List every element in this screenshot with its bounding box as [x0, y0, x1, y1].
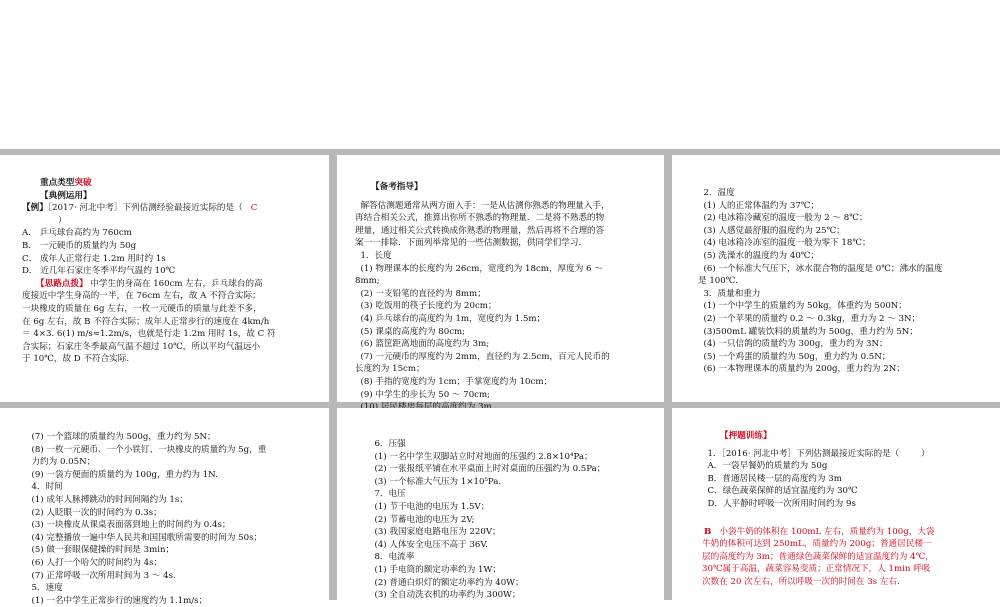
guidance-line: (2) 一支铅笔的直径约为 8mm； — [355, 288, 486, 299]
content-line: 6．压强 — [369, 439, 406, 449]
content-line: (3) 人感觉最舒服的温度约为 25℃； — [698, 225, 845, 236]
content-line: (2) 人眨眼一次的时间约为 0.3s； — [26, 507, 162, 518]
panel-title: 【押题训练】 — [720, 431, 772, 441]
practice-option-b: B．普通居民楼一层的高度约为 3m — [702, 473, 842, 484]
example-question: 【例】［2017· 河北中考］下列估测经验最接近实际的是（ C — [22, 203, 258, 214]
guidance-line: (3) 吃饭用的筷子长度约为 20cm； — [355, 301, 497, 312]
column-divider-2 — [664, 149, 672, 600]
practice-option-a: A．一袋早餐奶的质量约为 50g — [702, 461, 828, 472]
content-line: (4) 人体安全电压不高于 36V. — [369, 539, 488, 550]
guidance-line: (1) 物理课本的长度约为 26cm，宽度约为 18cm，厚度为 6 ～ — [355, 263, 603, 274]
content-line: (1) 人的正常体温约为 37℃； — [698, 200, 819, 211]
content-line: 力约为 0.05N； — [26, 457, 96, 468]
guidance-line: (4) 乒乓球台的高度约为 1m，宽度约为 1.5m； — [355, 313, 546, 324]
panel-time-speed — [0, 408, 329, 606]
content-line: 5．速度 — [26, 583, 63, 594]
content-line: (2) 电冰箱冷藏室的温度一般为 2 ～ 8℃； — [698, 213, 868, 224]
content-line: (3)500mL 罐装饮料的质量约为 500g，重力约为 5N； — [698, 326, 918, 337]
content-line: (5) 洗澡水的温度约为 40℃； — [698, 250, 819, 261]
content-line: (9) 一袋方便面的质量约为 100g，重力约为 1N. — [26, 469, 218, 480]
content-line: (3) 全自动洗衣机的功率约为 300W； — [369, 590, 521, 601]
guidance-line: 再结合相关公式，推算出你所不熟悉的物理量．二是将不熟悉的物 — [355, 213, 605, 224]
content-line: (8) 一枚一元硬币、一个小铁钉、一块橡皮的质量约为 5g，重 — [26, 444, 267, 455]
answer-line: B 小袋牛奶的体积在 100mL 左右，质量约为 100g，大袋 — [704, 526, 935, 537]
content-line: (6) 一本物理课本的质量约为 200g，重力约为 2N； — [698, 364, 905, 375]
content-line: (3) 一个标准大气压为 1×10⁵Pa. — [369, 476, 502, 487]
content-line: (5) 做一套眼保健操的时间是 3min； — [26, 545, 175, 556]
analysis-line: 【思路点拨】 中学生的身高在 160cm 左右，乒乓球台的高 — [36, 278, 263, 289]
guidance-line: 解答估测题通常从两方面入手：一是从估测你熟悉的物理量入手， — [355, 200, 610, 211]
analysis-line: 一块橡皮的质量在 6g 左右，一枚一元硬币的质量与此差不多， — [22, 303, 262, 314]
option-c: C． 成年人正常行走 1.2m 用时约 1s — [22, 253, 166, 264]
option-a: A． 乒乓球台高约为 760cm — [22, 228, 132, 239]
content-line: (1) 节干电池的电压为 1.5V； — [369, 501, 490, 512]
content-line: (6) 一个标准大气压下，冰水混合物的温度是 0℃；沸水的温度 — [698, 263, 943, 274]
guidance-line: (9) 中学生的步长为 50 ～ 70cm; — [355, 389, 491, 400]
guidance-line: 1．长度 — [355, 250, 392, 261]
practice-option-c: C．绿色蔬菜保鲜的适宜温度约为 30℃ — [702, 486, 858, 497]
analysis-line: 度接近中学生身高的一半，在 76cm 左右，故 A 不符合实际； — [22, 291, 261, 302]
content-line: 3．质量和重力 — [698, 288, 761, 299]
content-line: (1) 手电筒的额定功率约为 1W； — [369, 564, 501, 575]
guidance-line: (8) 手指的宽度约为 1cm；手掌宽度约为 10cm； — [355, 376, 553, 387]
content-line: (6) 人打一个哈欠的时间约为 4s； — [26, 557, 163, 568]
panel-example — [0, 155, 329, 402]
guidance-line: (7) 一元硬币的厚度约为 2mm，直径约为 2.5cm，百元人民币的 — [355, 351, 610, 362]
content-line: (3) 一块橡皮从课桌表面落到地上的时间约为 0.4s； — [26, 520, 231, 531]
content-line: 8．电流率 — [369, 552, 415, 563]
example-question-close: ） — [58, 215, 67, 226]
analysis-line: 在 6g 左右，故 B 不符合实际；成年人正常步行的速度在 4km/h — [22, 316, 270, 327]
answer-line: 30℃属于高温，蔬菜容易变质；正常情况下，人 1min 呼吸 — [702, 564, 931, 575]
guidance-line: (6) 篮筐距离地面的高度约为 3m; — [355, 339, 490, 350]
guidance-line: 长度约为 15cm； — [355, 364, 425, 375]
content-line: 2．温度 — [698, 188, 735, 198]
content-line: (5) 一个鸡蛋的质量约为 50g，重力约为 0.5N； — [698, 351, 891, 362]
content-line: (4) 一只信鸽的质量约为 300g，重力约为 3N； — [698, 339, 888, 350]
guidance-line: 理量，通过相关公式转换成你熟悉的物理量，然后再将不合理的答 — [355, 225, 605, 236]
content-line: (3) 我国家庭电路电压为 220V； — [369, 527, 501, 538]
content-line: (7) 正常呼吸一次所用时间为 3 ～ 4s. — [26, 570, 176, 581]
panel-title: 重点类型突破 — [40, 178, 92, 188]
panel-title: 【备考指导】 — [371, 182, 423, 192]
option-d: D． 近几年石家庄冬季平均气温约 10℃ — [22, 266, 176, 277]
content-line: 4．时间 — [26, 482, 63, 493]
content-line: (1) 一名中学生正常步行的速度约为 1.1m/s； — [26, 595, 208, 606]
content-line: (7) 一个篮球的质量约为 500g，重力约为 5N； — [26, 432, 216, 442]
content-line: (1) 成年人脉搏跳动的时间间隔约为 1s； — [26, 494, 188, 505]
content-line: (1) 一个中学生的质量约为 50kg，体重约为 500N； — [698, 301, 907, 312]
panel-exam-guidance — [337, 155, 664, 402]
content-line: 是 100℃. — [698, 276, 739, 287]
analysis-line: 合实际；石家庄冬季最高气温不超过 10℃，所以平均气温远小 — [22, 341, 261, 352]
answer-line: 层的高度约为 3m；普通绿色蔬菜保鲜的适宜温度约为 4℃， — [702, 551, 934, 562]
guidance-line: (5) 课桌的高度约为 80cm; — [355, 326, 466, 337]
practice-option-d: D．人平静时呼吸一次所用时间约为 9s — [702, 498, 856, 509]
content-line: (2) 节蓄电池的电压为 2V; — [369, 514, 475, 525]
analysis-line: ＝ 4×3. 6(1) m/s≈1.2m/s，也就是行走 1.2m 用时 1s，故 C 符 — [22, 329, 276, 340]
content-line: (4) 完整播放一遍中华人民共和国国歌所需要的时间为 50s； — [26, 532, 263, 543]
option-b: B． 一元硬币的质量约为 50g — [22, 240, 137, 251]
content-line: 7．电压 — [369, 489, 406, 500]
practice-question: 1．［2016· 河北中考］下列估测最接近实际的是（ ） — [702, 448, 930, 459]
content-line: (2) 普通白炽灯的额定功率约为 40W； — [369, 577, 524, 588]
panel-subtitle: 【典例运用】 — [40, 190, 92, 201]
panel-pressure-voltage-power — [337, 408, 664, 600]
panel-temperature-mass — [672, 155, 1000, 402]
column-divider-1 — [329, 149, 337, 600]
guidance-line: 8mm; — [355, 276, 380, 287]
content-line: (1) 一名中学生双脚站立时对地面的压强约 2.8×10⁴Pa； — [369, 451, 593, 462]
answer-line: 牛奶的体积可达到 250mL，质量约为 200g；普通居民楼一 — [702, 539, 932, 550]
content-line: (2) 一个苹果的质量约 0.2 ～ 0.3kg，重力为 2 ～ 3N； — [698, 313, 921, 324]
panel-practice — [672, 408, 1000, 600]
answer-line: 次数在 20 次左右，所以呼吸一次的时间在 3s 左右. — [702, 576, 900, 587]
content-line: (4) 电冰箱冷冻室的温度一般为零下 18℃； — [698, 238, 871, 249]
analysis-line: 于 10℃，故 D 不符合实际. — [22, 354, 130, 365]
content-line: (2) 一张报纸平铺在水平桌面上时对桌面的压强约为 0.5Pa； — [369, 464, 606, 475]
guidance-line: 案一一排除．下面列举常见的一些估测数据，供同学们学习． — [355, 238, 588, 249]
